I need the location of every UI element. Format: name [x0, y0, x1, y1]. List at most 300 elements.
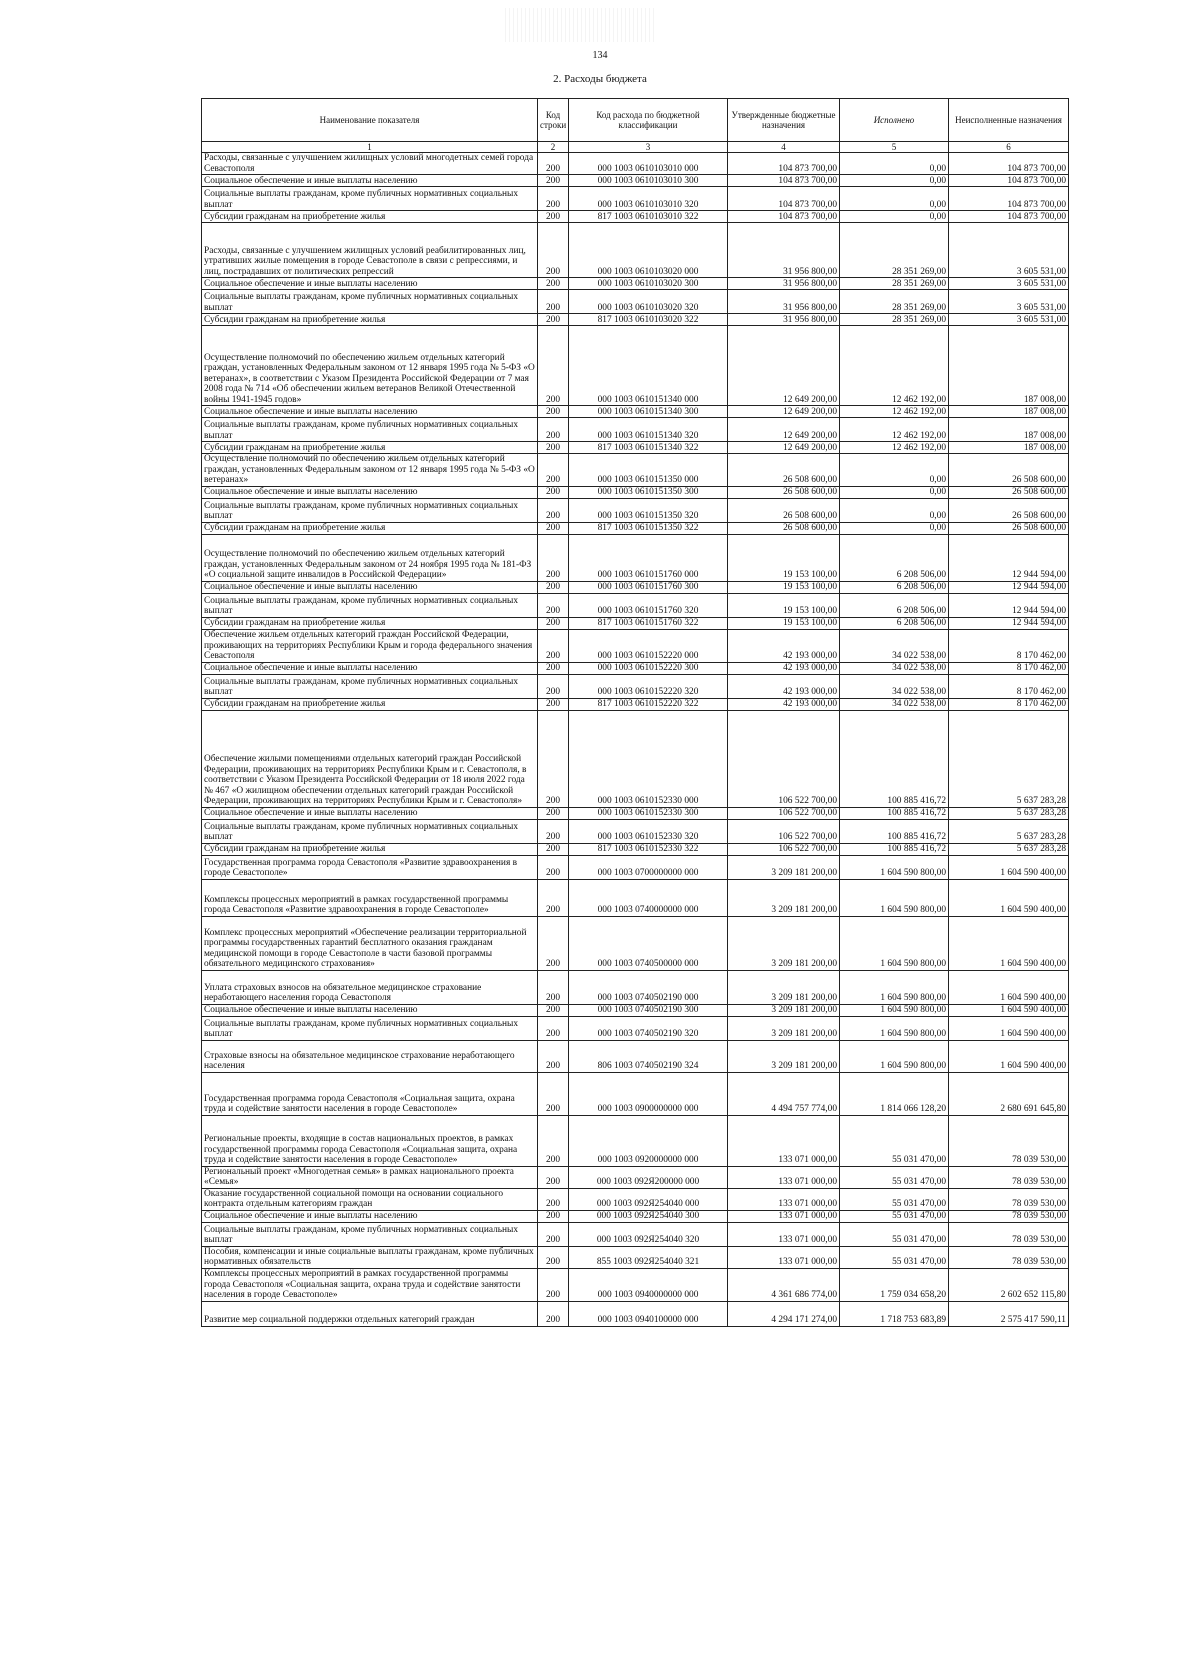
col-name-header: Наименование показателя	[202, 99, 538, 142]
row-unexecuted: 3 605 531,00	[949, 290, 1069, 314]
table-row	[202, 175, 1069, 187]
col-line-header: Код строки	[538, 99, 569, 142]
row-name: Расходы, связанные с улучшением жилищных условий реабилитированных лиц, утративших жилые помещения в городе Севастополе в связи с репрессиями, и лиц, пострадавших от политических репрессий	[202, 223, 538, 278]
row-executed: 55 031 470,00	[840, 1246, 949, 1268]
row-executed: 100 885 416,72	[840, 819, 949, 843]
row-approved: 133 071 000,00	[728, 1246, 840, 1268]
table-row	[202, 879, 1069, 916]
col-number: 1	[202, 142, 538, 153]
row-budget-code: 000 1003 0610151340 320	[569, 418, 728, 442]
row-name: Социальное обеспечение и иные выплаты населению	[202, 406, 538, 418]
row-name: Социальные выплаты гражданам, кроме публичных нормативных социальных выплат	[202, 290, 538, 314]
row-approved: 19 153 100,00	[728, 593, 840, 617]
row-name: Социальное обеспечение и иные выплаты населению	[202, 486, 538, 498]
row-executed: 55 031 470,00	[840, 1166, 949, 1188]
row-approved: 42 193 000,00	[728, 662, 840, 674]
table-row	[202, 211, 1069, 223]
row-executed: 28 351 269,00	[840, 290, 949, 314]
row-executed: 1 814 066 128,20	[840, 1072, 949, 1115]
row-approved: 31 956 800,00	[728, 278, 840, 290]
row-approved: 31 956 800,00	[728, 314, 840, 326]
row-approved: 104 873 700,00	[728, 175, 840, 187]
row-approved: 106 522 700,00	[728, 807, 840, 819]
scan-smudge	[505, 8, 655, 42]
row-approved: 42 193 000,00	[728, 629, 840, 662]
table-row	[202, 187, 1069, 211]
row-approved: 12 649 200,00	[728, 326, 840, 406]
row-name: Социальные выплаты гражданам, кроме публичных нормативных социальных выплат	[202, 418, 538, 442]
table-row	[202, 498, 1069, 522]
row-executed: 6 208 506,00	[840, 581, 949, 593]
row-executed: 0,00	[840, 454, 949, 487]
table-row	[202, 970, 1069, 1004]
row-name: Развитие мер социальной поддержки отдельных категорий граждан	[202, 1301, 538, 1326]
row-line-code: 200	[538, 698, 569, 710]
row-unexecuted: 78 039 530,00	[949, 1246, 1069, 1268]
row-approved: 12 649 200,00	[728, 442, 840, 454]
row-executed: 1 604 590 800,00	[840, 855, 949, 879]
row-unexecuted: 78 039 530,00	[949, 1188, 1069, 1210]
row-line-code: 200	[538, 442, 569, 454]
col-code-header: Код расхода по бюджетной классификации	[569, 99, 728, 142]
row-executed: 1 604 590 800,00	[840, 1004, 949, 1016]
row-name: Обеспечение жильем отдельных категорий граждан Российской Федерации, проживающих на территориях Республики Крым и города федерального значения Севастополя	[202, 629, 538, 662]
row-name: Социальное обеспечение и иные выплаты населению	[202, 175, 538, 187]
col-number: 3	[569, 142, 728, 153]
table-row	[202, 1115, 1069, 1166]
row-name: Субсидии гражданам на приобретение жилья	[202, 617, 538, 629]
row-name: Социальные выплаты гражданам, кроме публичных нормативных социальных выплат	[202, 819, 538, 843]
row-unexecuted: 26 508 600,00	[949, 486, 1069, 498]
row-unexecuted: 187 008,00	[949, 406, 1069, 418]
row-budget-code: 000 1003 0610151760 320	[569, 593, 728, 617]
table-title: 2. Расходы бюджета	[553, 73, 647, 85]
row-unexecuted: 12 944 594,00	[949, 593, 1069, 617]
row-name: Субсидии гражданам на приобретение жилья	[202, 442, 538, 454]
row-executed: 1 604 590 800,00	[840, 970, 949, 1004]
row-approved: 19 153 100,00	[728, 581, 840, 593]
table-row	[202, 1072, 1069, 1115]
table-row	[202, 1016, 1069, 1040]
row-line-code: 200	[538, 710, 569, 807]
row-budget-code: 806 1003 0740502190 324	[569, 1040, 728, 1072]
table-row	[202, 1166, 1069, 1188]
row-line-code: 200	[538, 406, 569, 418]
row-name: Социальное обеспечение и иные выплаты населению	[202, 581, 538, 593]
row-unexecuted: 1 604 590 400,00	[949, 855, 1069, 879]
row-name: Пособия, компенсации и иные социальные выплаты гражданам, кроме публичных нормативных обязательств	[202, 1246, 538, 1268]
row-name: Оказание государственной социальной помощи на основании социального контракта отдельным категориям граждан	[202, 1188, 538, 1210]
row-line-code: 200	[538, 498, 569, 522]
table-row	[202, 1222, 1069, 1246]
row-budget-code: 000 1003 0740502190 300	[569, 1004, 728, 1016]
table-row	[202, 1268, 1069, 1301]
row-name: Социальные выплаты гражданам, кроме публичных нормативных социальных выплат	[202, 1016, 538, 1040]
row-executed: 1 759 034 658,20	[840, 1268, 949, 1301]
table-row	[202, 662, 1069, 674]
header-row	[202, 99, 1069, 142]
row-line-code: 200	[538, 1246, 569, 1268]
row-executed: 55 031 470,00	[840, 1210, 949, 1222]
row-line-code: 200	[538, 153, 569, 175]
row-executed: 100 885 416,72	[840, 843, 949, 855]
row-line-code: 200	[538, 290, 569, 314]
row-line-code: 200	[538, 486, 569, 498]
table-row	[202, 418, 1069, 442]
row-budget-code: 000 1003 0610103010 300	[569, 175, 728, 187]
row-approved: 3 209 181 200,00	[728, 1016, 840, 1040]
row-line-code: 200	[538, 223, 569, 278]
row-executed: 6 208 506,00	[840, 534, 949, 581]
row-approved: 106 522 700,00	[728, 710, 840, 807]
table-row	[202, 1246, 1069, 1268]
row-budget-code: 000 1003 0740502190 000	[569, 970, 728, 1004]
col-number: 5	[840, 142, 949, 153]
row-budget-code: 000 1003 0610151760 300	[569, 581, 728, 593]
table-row	[202, 843, 1069, 855]
row-budget-code: 000 1003 0610103010 320	[569, 187, 728, 211]
row-budget-code: 000 1003 0740000000 000	[569, 879, 728, 916]
row-unexecuted: 2 575 417 590,11	[949, 1301, 1069, 1326]
table-body	[202, 153, 1069, 1327]
row-name: Государственная программа города Севастополя «Социальная защита, охрана труда и содействие занятости населения в городе Севастополе»	[202, 1072, 538, 1115]
row-budget-code: 000 1003 092Я254040 300	[569, 1210, 728, 1222]
row-unexecuted: 104 873 700,00	[949, 211, 1069, 223]
row-line-code: 200	[538, 534, 569, 581]
row-executed: 12 462 192,00	[840, 418, 949, 442]
row-executed: 55 031 470,00	[840, 1222, 949, 1246]
row-name: Региональный проект «Многодетная семья» в рамках национального проекта «Семья»	[202, 1166, 538, 1188]
row-line-code: 200	[538, 662, 569, 674]
row-name: Страховые взносы на обязательное медицинское страхование неработающего населения	[202, 1040, 538, 1072]
row-unexecuted: 3 605 531,00	[949, 314, 1069, 326]
row-unexecuted: 12 944 594,00	[949, 617, 1069, 629]
row-executed: 1 604 590 800,00	[840, 1016, 949, 1040]
row-budget-code: 000 1003 092Я254040 320	[569, 1222, 728, 1246]
row-budget-code: 000 1003 0610152330 300	[569, 807, 728, 819]
row-approved: 42 193 000,00	[728, 674, 840, 698]
row-line-code: 200	[538, 1016, 569, 1040]
row-executed: 12 462 192,00	[840, 406, 949, 418]
row-approved: 133 071 000,00	[728, 1222, 840, 1246]
table-row	[202, 581, 1069, 593]
row-approved: 12 649 200,00	[728, 406, 840, 418]
row-name: Социальные выплаты гражданам, кроме публичных нормативных социальных выплат	[202, 498, 538, 522]
row-budget-code: 000 1003 0940000000 000	[569, 1268, 728, 1301]
row-approved: 133 071 000,00	[728, 1210, 840, 1222]
row-unexecuted: 12 944 594,00	[949, 581, 1069, 593]
table-row	[202, 1188, 1069, 1210]
row-budget-code: 000 1003 0610103020 300	[569, 278, 728, 290]
row-budget-code: 000 1003 0610152220 320	[569, 674, 728, 698]
row-line-code: 200	[538, 1166, 569, 1188]
row-budget-code: 000 1003 0700000000 000	[569, 855, 728, 879]
table-row	[202, 406, 1069, 418]
row-approved: 3 209 181 200,00	[728, 1040, 840, 1072]
row-unexecuted: 1 604 590 400,00	[949, 1016, 1069, 1040]
row-executed: 0,00	[840, 211, 949, 223]
table-row	[202, 223, 1069, 278]
row-unexecuted: 8 170 462,00	[949, 662, 1069, 674]
col-unexecuted-header: Неисполненные назначения	[949, 99, 1069, 142]
row-approved: 133 071 000,00	[728, 1166, 840, 1188]
row-line-code: 200	[538, 1222, 569, 1246]
row-unexecuted: 2 602 652 115,80	[949, 1268, 1069, 1301]
row-name: Социальное обеспечение и иные выплаты населению	[202, 1210, 538, 1222]
row-unexecuted: 12 944 594,00	[949, 534, 1069, 581]
table-row	[202, 629, 1069, 662]
row-executed: 28 351 269,00	[840, 223, 949, 278]
row-name: Обеспечение жилыми помещениями отдельных категорий граждан Российской Федерации, проживающих на территориях Республики Крым и г. Севастополя, в соответствии с Указом Президента Российской Федерации от 18 июля 2022 года № 467 «О жилищном обеспечении отдельных категорий граждан Российской Федерации, проживающих на территориях Республики Крым и г. Севастополя»	[202, 710, 538, 807]
row-unexecuted: 78 039 530,00	[949, 1210, 1069, 1222]
row-name: Социальное обеспечение и иные выплаты населению	[202, 1004, 538, 1016]
row-budget-code: 000 1003 0610151760 000	[569, 534, 728, 581]
row-unexecuted: 2 680 691 645,80	[949, 1072, 1069, 1115]
row-line-code: 200	[538, 916, 569, 970]
row-approved: 104 873 700,00	[728, 153, 840, 175]
row-budget-code: 817 1003 0610151350 322	[569, 522, 728, 534]
row-budget-code: 000 1003 0610152330 000	[569, 710, 728, 807]
row-executed: 100 885 416,72	[840, 807, 949, 819]
row-unexecuted: 5 637 283,28	[949, 710, 1069, 807]
row-approved: 26 508 600,00	[728, 486, 840, 498]
row-approved: 12 649 200,00	[728, 418, 840, 442]
row-executed: 0,00	[840, 498, 949, 522]
row-unexecuted: 104 873 700,00	[949, 187, 1069, 211]
row-budget-code: 000 1003 0610151350 320	[569, 498, 728, 522]
row-unexecuted: 26 508 600,00	[949, 454, 1069, 487]
row-approved: 104 873 700,00	[728, 187, 840, 211]
row-unexecuted: 78 039 530,00	[949, 1222, 1069, 1246]
row-name: Осуществление полномочий по обеспечению жильем отдельных категорий граждан, установленных Федеральным законом от 12 января 1995 года № 5-ФЗ «О ветеранах», в соответствии с Указом Президента Российской Федерации от 7 мая 2008 года № 714 «Об обеспечении жильем ветеранов Великой Отечественной войны 1941-1945 годов»	[202, 326, 538, 406]
row-unexecuted: 1 604 590 400,00	[949, 916, 1069, 970]
table-row	[202, 674, 1069, 698]
row-unexecuted: 1 604 590 400,00	[949, 1004, 1069, 1016]
page-number: 134	[592, 50, 608, 61]
row-budget-code: 000 1003 0740500000 000	[569, 916, 728, 970]
row-approved: 4 494 757 774,00	[728, 1072, 840, 1115]
row-line-code: 200	[538, 855, 569, 879]
row-budget-code: 817 1003 0610151760 322	[569, 617, 728, 629]
row-executed: 34 022 538,00	[840, 629, 949, 662]
row-unexecuted: 187 008,00	[949, 418, 1069, 442]
row-budget-code: 000 1003 0610151340 000	[569, 326, 728, 406]
row-budget-code: 817 1003 0610103010 322	[569, 211, 728, 223]
row-unexecuted: 104 873 700,00	[949, 153, 1069, 175]
row-unexecuted: 5 637 283,28	[949, 843, 1069, 855]
row-name: Социальные выплаты гражданам, кроме публичных нормативных социальных выплат	[202, 593, 538, 617]
row-budget-code: 000 1003 0610103020 320	[569, 290, 728, 314]
row-line-code: 200	[538, 278, 569, 290]
row-budget-code: 000 1003 0920000000 000	[569, 1115, 728, 1166]
row-unexecuted: 8 170 462,00	[949, 674, 1069, 698]
row-approved: 19 153 100,00	[728, 617, 840, 629]
row-line-code: 200	[538, 879, 569, 916]
row-line-code: 200	[538, 807, 569, 819]
row-budget-code: 000 1003 092Я254040 000	[569, 1188, 728, 1210]
row-name: Социальные выплаты гражданам, кроме публичных нормативных социальных выплат	[202, 1222, 538, 1246]
row-approved: 26 508 600,00	[728, 454, 840, 487]
row-unexecuted: 26 508 600,00	[949, 498, 1069, 522]
table-row	[202, 1040, 1069, 1072]
row-line-code: 200	[538, 819, 569, 843]
row-name: Социальные выплаты гражданам, кроме публичных нормативных социальных выплат	[202, 187, 538, 211]
row-approved: 3 209 181 200,00	[728, 1004, 840, 1016]
row-line-code: 200	[538, 175, 569, 187]
table-row	[202, 916, 1069, 970]
row-name: Субсидии гражданам на приобретение жилья	[202, 522, 538, 534]
row-name: Расходы, связанные с улучшением жилищных условий многодетных семей города Севастополя	[202, 153, 538, 175]
table-row	[202, 1004, 1069, 1016]
row-line-code: 200	[538, 581, 569, 593]
row-executed: 0,00	[840, 153, 949, 175]
row-approved: 3 209 181 200,00	[728, 970, 840, 1004]
row-name: Субсидии гражданам на приобретение жилья	[202, 843, 538, 855]
row-budget-code: 855 1003 092Я254040 321	[569, 1246, 728, 1268]
row-line-code: 200	[538, 1210, 569, 1222]
table-row	[202, 278, 1069, 290]
row-name: Осуществление полномочий по обеспечению жильем отдельных категорий граждан, установленных Федеральным законом от 12 января 1995 года № 5-ФЗ «О ветеранах»	[202, 454, 538, 487]
row-approved: 133 071 000,00	[728, 1115, 840, 1166]
row-budget-code: 817 1003 0610152220 322	[569, 698, 728, 710]
row-executed: 6 208 506,00	[840, 593, 949, 617]
row-approved: 19 153 100,00	[728, 534, 840, 581]
row-line-code: 200	[538, 629, 569, 662]
row-name: Социальное обеспечение и иные выплаты населению	[202, 807, 538, 819]
table-row	[202, 710, 1069, 807]
row-approved: 42 193 000,00	[728, 698, 840, 710]
budget-expenses-table	[201, 98, 1069, 1327]
row-executed: 12 462 192,00	[840, 442, 949, 454]
row-executed: 1 604 590 800,00	[840, 916, 949, 970]
row-name: Социальное обеспечение и иные выплаты населению	[202, 662, 538, 674]
row-budget-code: 000 1003 0610103010 000	[569, 153, 728, 175]
row-approved: 31 956 800,00	[728, 290, 840, 314]
table-row	[202, 819, 1069, 843]
row-budget-code: 000 1003 0900000000 000	[569, 1072, 728, 1115]
row-line-code: 200	[538, 211, 569, 223]
row-unexecuted: 5 637 283,28	[949, 807, 1069, 819]
row-line-code: 200	[538, 418, 569, 442]
row-unexecuted: 78 039 530,00	[949, 1166, 1069, 1188]
row-approved: 3 209 181 200,00	[728, 916, 840, 970]
table-row	[202, 593, 1069, 617]
row-unexecuted: 104 873 700,00	[949, 175, 1069, 187]
row-executed: 1 718 753 683,89	[840, 1301, 949, 1326]
row-executed: 12 462 192,00	[840, 326, 949, 406]
row-budget-code: 000 1003 0610152330 320	[569, 819, 728, 843]
row-budget-code: 000 1003 0610103020 000	[569, 223, 728, 278]
col-number: 2	[538, 142, 569, 153]
col-number: 6	[949, 142, 1069, 153]
table-row	[202, 442, 1069, 454]
row-unexecuted: 78 039 530,00	[949, 1115, 1069, 1166]
row-budget-code: 000 1003 0610151340 300	[569, 406, 728, 418]
row-approved: 104 873 700,00	[728, 211, 840, 223]
row-approved: 4 294 171 274,00	[728, 1301, 840, 1326]
table-row	[202, 1301, 1069, 1326]
row-line-code: 200	[538, 970, 569, 1004]
row-executed: 1 604 590 800,00	[840, 879, 949, 916]
table-row	[202, 698, 1069, 710]
row-approved: 31 956 800,00	[728, 223, 840, 278]
row-name: Социальные выплаты гражданам, кроме публичных нормативных социальных выплат	[202, 674, 538, 698]
row-unexecuted: 3 605 531,00	[949, 278, 1069, 290]
row-line-code: 200	[538, 1115, 569, 1166]
table-row	[202, 1210, 1069, 1222]
row-name: Субсидии гражданам на приобретение жилья	[202, 698, 538, 710]
col-executed-header: Исполнено	[840, 99, 949, 142]
row-line-code: 200	[538, 1301, 569, 1326]
row-unexecuted: 187 008,00	[949, 326, 1069, 406]
row-approved: 106 522 700,00	[728, 843, 840, 855]
row-executed: 34 022 538,00	[840, 662, 949, 674]
row-executed: 34 022 538,00	[840, 674, 949, 698]
row-budget-code: 000 1003 092Я200000 000	[569, 1166, 728, 1188]
row-approved: 4 361 686 774,00	[728, 1268, 840, 1301]
row-line-code: 200	[538, 1188, 569, 1210]
column-number-row	[202, 142, 1069, 153]
table-row	[202, 617, 1069, 629]
table-row	[202, 326, 1069, 406]
row-budget-code: 000 1003 0610152220 300	[569, 662, 728, 674]
row-line-code: 200	[538, 1004, 569, 1016]
row-budget-code: 817 1003 0610151340 322	[569, 442, 728, 454]
table-row	[202, 807, 1069, 819]
row-approved: 106 522 700,00	[728, 819, 840, 843]
row-unexecuted: 3 605 531,00	[949, 223, 1069, 278]
row-executed: 0,00	[840, 522, 949, 534]
row-line-code: 200	[538, 1268, 569, 1301]
row-executed: 55 031 470,00	[840, 1188, 949, 1210]
row-name: Комплексы процессных мероприятий в рамках государственной программы города Севастополя «Социальная защита, охрана труда и содействие занятости населения в городе Севастополе»	[202, 1268, 538, 1301]
row-unexecuted: 8 170 462,00	[949, 698, 1069, 710]
row-executed: 0,00	[840, 187, 949, 211]
row-approved: 3 209 181 200,00	[728, 879, 840, 916]
table-row	[202, 486, 1069, 498]
row-executed: 28 351 269,00	[840, 314, 949, 326]
row-unexecuted: 1 604 590 400,00	[949, 1040, 1069, 1072]
table-row	[202, 153, 1069, 175]
row-name: Уплата страховых взносов на обязательное медицинское страхование неработающего населения города Севастополя	[202, 970, 538, 1004]
row-budget-code: 817 1003 0610103020 322	[569, 314, 728, 326]
row-name: Социальное обеспечение и иные выплаты населению	[202, 278, 538, 290]
row-executed: 1 604 590 800,00	[840, 1040, 949, 1072]
row-unexecuted: 8 170 462,00	[949, 629, 1069, 662]
col-approved-header: Утвержденные бюджетные назначения	[728, 99, 840, 142]
row-line-code: 200	[538, 843, 569, 855]
row-line-code: 200	[538, 674, 569, 698]
row-name: Государственная программа города Севастополя «Развитие здравоохранения в городе Севастополе»	[202, 855, 538, 879]
row-line-code: 200	[538, 314, 569, 326]
table-row	[202, 454, 1069, 487]
row-approved: 3 209 181 200,00	[728, 855, 840, 879]
table-row	[202, 855, 1069, 879]
row-approved: 133 071 000,00	[728, 1188, 840, 1210]
row-approved: 26 508 600,00	[728, 498, 840, 522]
row-unexecuted: 26 508 600,00	[949, 522, 1069, 534]
row-line-code: 200	[538, 617, 569, 629]
row-name: Осуществление полномочий по обеспечению жильем отдельных категорий граждан, установленных Федеральным законом от 24 ноября 1995 года № 181-ФЗ «О социальной защите инвалидов в Российской Федерации»	[202, 534, 538, 581]
row-name: Субсидии гражданам на приобретение жилья	[202, 211, 538, 223]
col-number: 4	[728, 142, 840, 153]
row-line-code: 200	[538, 187, 569, 211]
row-executed: 0,00	[840, 175, 949, 187]
row-line-code: 200	[538, 522, 569, 534]
table-row	[202, 522, 1069, 534]
row-executed: 28 351 269,00	[840, 278, 949, 290]
row-name: Комплексы процессных мероприятий в рамках государственной программы города Севастополя «Развитие здравоохранения в городе Севастополе»	[202, 879, 538, 916]
